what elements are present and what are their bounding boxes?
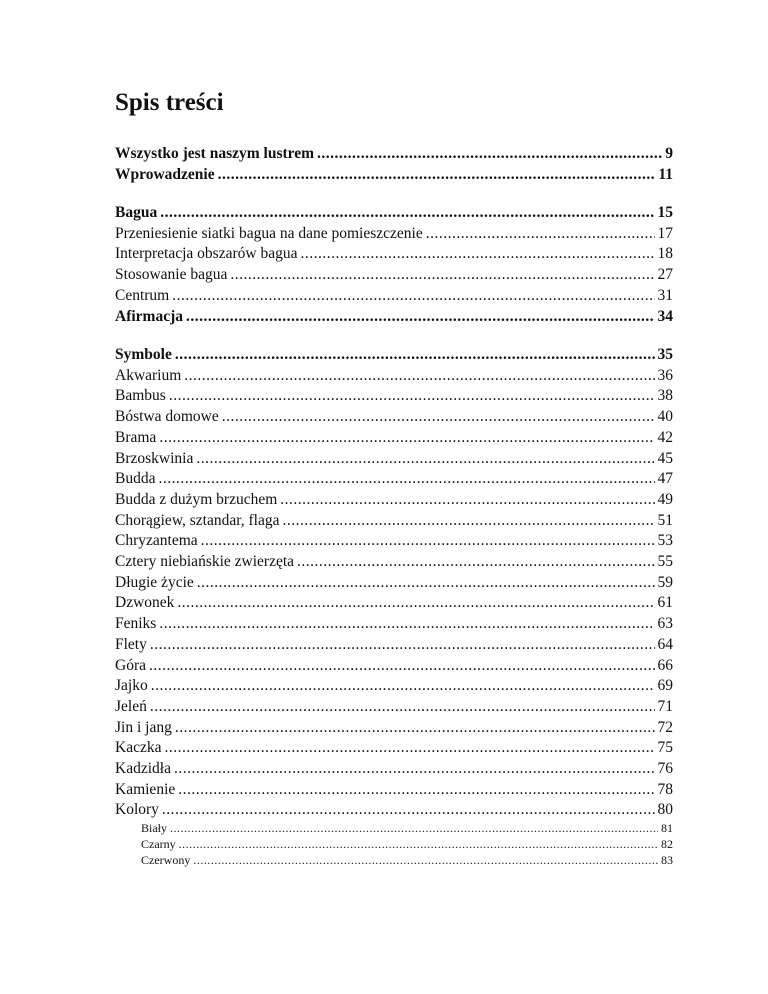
toc-entry-title: Kadzidła	[115, 760, 171, 778]
document-page	[115, 0, 673, 994]
toc-entry-title: Cztery niebiańskie zwierzęta	[115, 553, 295, 571]
toc-dot-leader	[426, 224, 655, 245]
toc-entry	[115, 469, 673, 490]
toc-entry	[115, 165, 673, 186]
toc-page-number: 82	[661, 836, 673, 851]
toc-entry-title: Chorągiew, sztandar, flaga	[115, 511, 280, 529]
toc-page-number: 45	[657, 449, 673, 467]
toc-dot-leader	[175, 718, 655, 739]
toc-entry	[115, 780, 673, 801]
toc-entry-title: Jeleń	[115, 697, 147, 715]
toc-group-symbole	[115, 345, 673, 869]
toc-entry	[115, 224, 673, 245]
toc-entry	[115, 203, 673, 224]
toc-entry-title: Akwarium	[115, 366, 182, 384]
toc-dot-leader	[160, 203, 654, 224]
toc-entry-title: Stosowanie bagua	[115, 266, 228, 284]
toc-dot-leader	[170, 821, 658, 837]
toc-dot-leader	[179, 837, 658, 853]
toc-page-number: 9	[665, 145, 673, 162]
toc-entry-title: Jajko	[115, 677, 148, 695]
toc-page-number: 36	[657, 366, 673, 384]
toc-entry	[115, 531, 673, 552]
toc-page-number: 83	[661, 852, 673, 867]
toc-entry-title: Bambus	[115, 387, 166, 405]
toc-page-number: 69	[657, 677, 673, 695]
toc-page-number: 64	[657, 635, 673, 653]
toc-subentry	[115, 837, 673, 853]
toc-dot-leader	[178, 780, 654, 801]
toc-page-number: 81	[661, 821, 673, 836]
toc-entry	[115, 697, 673, 718]
toc-page-number: 76	[657, 760, 673, 778]
toc-entry	[115, 759, 673, 780]
toc-page-number: 35	[657, 346, 673, 363]
toc-entry	[115, 800, 673, 821]
toc-entry-title: Chryzantema	[115, 532, 198, 550]
toc-dot-leader	[151, 676, 655, 697]
toc-entry	[115, 244, 673, 265]
toc-entry-title: Przeniesienie siatki bagua na dane pomieszczenie	[115, 224, 423, 242]
toc-page-number: 78	[657, 780, 673, 798]
toc-dot-leader	[169, 386, 655, 407]
toc-dot-leader	[193, 853, 658, 869]
toc-entry-title: Brzoskwinia	[115, 449, 194, 467]
page-title: Spis treści	[115, 89, 224, 116]
toc-group-bagua	[115, 203, 673, 327]
toc-entry-title: Bóstwa domowe	[115, 408, 219, 426]
toc-entry	[115, 345, 673, 366]
toc-dot-leader	[177, 593, 654, 614]
toc-page-number: 42	[657, 428, 673, 446]
toc-entry	[115, 676, 673, 697]
toc-entry	[115, 573, 673, 594]
toc-page-number: 59	[657, 573, 673, 591]
toc-group-intro	[115, 144, 673, 185]
toc-entry-title: Jin i jang	[115, 718, 172, 736]
toc-page-number: 51	[657, 511, 673, 529]
toc-dot-leader	[201, 531, 655, 552]
toc-entry	[115, 428, 673, 449]
toc-dot-leader	[283, 511, 655, 532]
toc-dot-leader	[159, 614, 654, 635]
toc-entry-title: Wszystko jest naszym lustrem	[115, 145, 315, 162]
toc-dot-leader	[184, 366, 654, 387]
toc-page-number: 11	[658, 165, 673, 183]
toc-dot-leader	[164, 738, 654, 759]
toc-entry-title: Kolory	[115, 801, 159, 819]
toc-page-number: 72	[657, 718, 673, 736]
toc-page-number: 34	[657, 307, 673, 325]
toc-entry	[115, 490, 673, 511]
toc-entry-title: Góra	[115, 656, 146, 674]
toc-subentry	[115, 821, 673, 837]
toc-dot-leader	[230, 265, 654, 286]
toc-entry	[115, 656, 673, 677]
toc-entry-title: Centrum	[115, 286, 170, 304]
toc-entry	[115, 718, 673, 739]
toc-dot-leader	[159, 428, 654, 449]
toc-dot-leader	[297, 552, 654, 573]
toc-dot-leader	[196, 449, 654, 470]
toc-page-number: 18	[657, 245, 673, 263]
toc-entry-title: Wprowadzenie	[115, 165, 215, 183]
toc-entry-title: Długie życie	[115, 573, 194, 591]
toc-dot-leader	[172, 286, 654, 307]
toc-page-number: 49	[657, 490, 673, 508]
toc-dot-leader	[317, 144, 662, 165]
toc-dot-leader	[150, 635, 655, 656]
toc-entry-title: Brama	[115, 428, 157, 446]
toc-dot-leader	[149, 656, 655, 677]
toc-dot-leader	[162, 800, 655, 821]
toc-dot-leader	[218, 165, 656, 186]
toc-page-number: 63	[657, 615, 673, 633]
toc-entry-title: Budda	[115, 470, 156, 488]
toc-entry	[115, 286, 673, 307]
toc-dot-leader	[300, 244, 654, 265]
toc-entry-title: Flety	[115, 635, 147, 653]
toc-entry-title: Biały	[141, 821, 167, 836]
toc-entry	[115, 144, 673, 165]
toc-page-number: 40	[657, 408, 673, 426]
toc-dot-leader	[175, 345, 655, 366]
toc-entry-title: Budda z dużym brzuchem	[115, 490, 278, 508]
toc-page-number: 38	[657, 387, 673, 405]
toc-entry-title: Feniks	[115, 615, 157, 633]
toc-dot-leader	[158, 469, 654, 490]
toc-entry-title: Symbole	[115, 346, 172, 363]
toc-page-number: 31	[657, 286, 673, 304]
toc-entry	[115, 738, 673, 759]
toc-entry	[115, 265, 673, 286]
toc-page-number: 61	[657, 594, 673, 612]
toc-page-number: 15	[657, 204, 673, 221]
toc-entry-title: Czarny	[141, 836, 176, 851]
toc-dot-leader	[280, 490, 654, 511]
toc-entry	[115, 614, 673, 635]
toc-entry-title: Interpretacja obszarów bagua	[115, 245, 298, 263]
toc-dot-leader	[150, 697, 655, 718]
toc-entry	[115, 449, 673, 470]
toc-page-number: 55	[657, 553, 673, 571]
toc-entry-title: Kaczka	[115, 739, 162, 757]
toc-page-number: 17	[657, 224, 673, 242]
toc-entry	[115, 552, 673, 573]
toc-page-number: 75	[657, 739, 673, 757]
toc-page-number: 80	[657, 801, 673, 819]
toc-entry-title: Kamienie	[115, 780, 176, 798]
toc-entry	[115, 511, 673, 532]
toc-entry	[115, 635, 673, 656]
toc-page-number: 27	[657, 266, 673, 284]
toc-entry	[115, 307, 673, 328]
toc-entry	[115, 366, 673, 387]
toc-entry	[115, 407, 673, 428]
toc-dot-leader	[222, 407, 655, 428]
toc-dot-leader	[174, 759, 655, 780]
toc-dot-leader	[186, 307, 655, 328]
toc-page-number: 66	[657, 656, 673, 674]
toc-page-number: 53	[657, 532, 673, 550]
toc-entry-title: Dzwonek	[115, 594, 175, 612]
toc-dot-leader	[197, 573, 655, 594]
toc-subentry	[115, 853, 673, 869]
toc-entry	[115, 386, 673, 407]
toc-entry-title: Czerwony	[141, 852, 191, 867]
toc-page-number: 71	[657, 697, 673, 715]
toc-entry	[115, 593, 673, 614]
toc-page-number: 47	[657, 470, 673, 488]
toc-entry-title: Bagua	[115, 204, 158, 221]
toc-entry-title: Afirmacja	[115, 307, 183, 325]
